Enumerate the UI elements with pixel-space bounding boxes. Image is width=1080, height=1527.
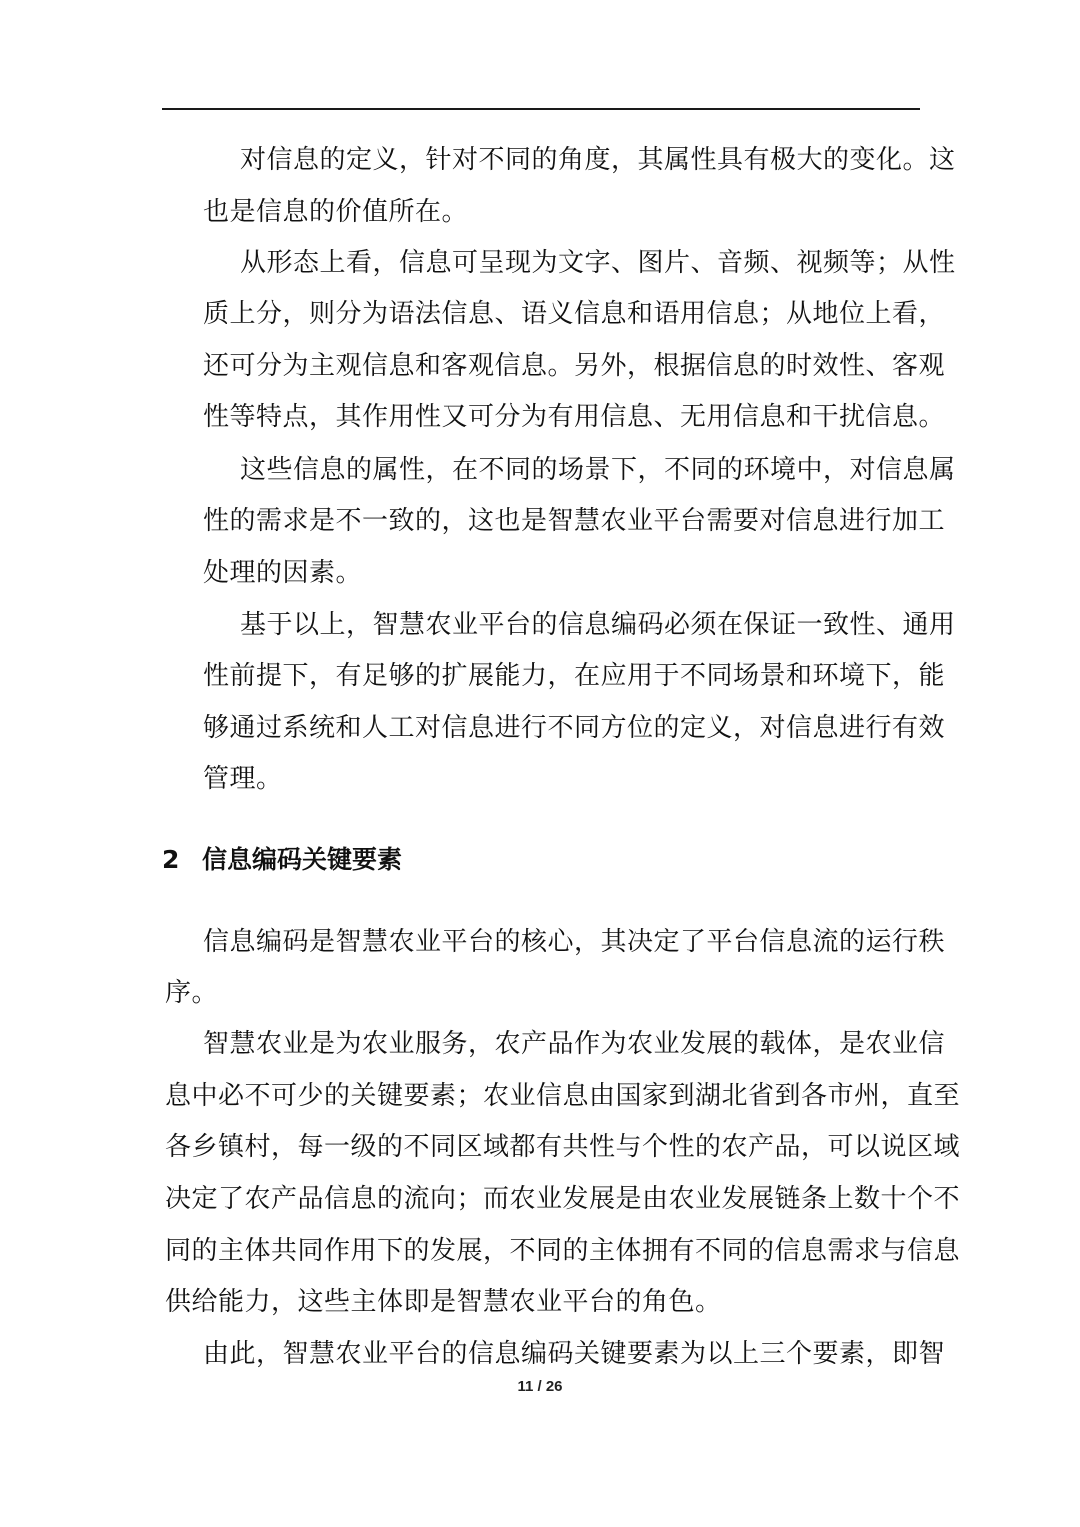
paragraph-line: 基于以上，智慧农业平台的信息编码必须在保证一致性、通用 [240, 610, 956, 640]
paragraph-line: 供给能力，这些主体即是智慧农业平台的角色。 [165, 1287, 722, 1317]
paragraph-line: 序。 [165, 978, 219, 1008]
paragraph-line: 性的需求是不一致的，这也是智慧农业平台需要对信息进行加工 [203, 506, 946, 536]
section-heading [162, 843, 402, 877]
paragraph-line: 够通过系统和人工对信息进行不同方位的定义，对信息进行有效 [203, 713, 946, 743]
paragraph-line: 管理。 [203, 764, 283, 794]
paragraph-line: 处理的因素。 [203, 558, 363, 588]
paragraph-line: 性等特点，其作用性又可分为有用信息、无用信息和干扰信息。 [203, 402, 946, 432]
page-number: 11 / 26 [517, 1378, 563, 1395]
paragraph-line: 也是信息的价值所在。 [203, 197, 469, 227]
section-title: 信息编码关键要素 [202, 845, 403, 874]
section-number: 2 [162, 845, 180, 874]
paragraph-line: 各乡镇村，每一级的不同区域都有共性与个性的农产品，可以说区域 [165, 1132, 961, 1162]
paragraph-line: 由此，智慧农业平台的信息编码关键要素为以上三个要素，即智 [203, 1339, 946, 1369]
header-rule [162, 108, 920, 110]
paragraph-line: 息中必不可少的关键要素；农业信息由国家到湖北省到各市州，直至 [165, 1081, 961, 1111]
paragraph-line: 从形态上看，信息可呈现为文字、图片、音频、视频等；从性 [240, 248, 956, 278]
paragraph-line: 同的主体共同作用下的发展，不同的主体拥有不同的信息需求与信息 [165, 1236, 961, 1266]
paragraph-line: 性前提下，有足够的扩展能力，在应用于不同场景和环境下，能 [203, 661, 946, 691]
paragraph-line: 智慧农业是为农业服务，农产品作为农业发展的载体，是农业信 [203, 1029, 946, 1059]
paragraph-line: 信息编码是智慧农业平台的核心，其决定了平台信息流的运行秩 [203, 927, 946, 957]
paragraph-line: 对信息的定义，针对不同的角度，其属性具有极大的变化。这 [240, 145, 956, 175]
paragraph-line: 决定了农产品信息的流向；而农业发展是由农业发展链条上数十个不 [165, 1184, 961, 1214]
paragraph-line: 还可分为主观信息和客观信息。另外，根据信息的时效性、客观 [203, 351, 946, 381]
paragraph-line: 这些信息的属性，在不同的场景下，不同的环境中，对信息属 [240, 455, 956, 485]
paragraph-line: 质上分，则分为语法信息、语义信息和语用信息；从地位上看， [203, 299, 946, 329]
